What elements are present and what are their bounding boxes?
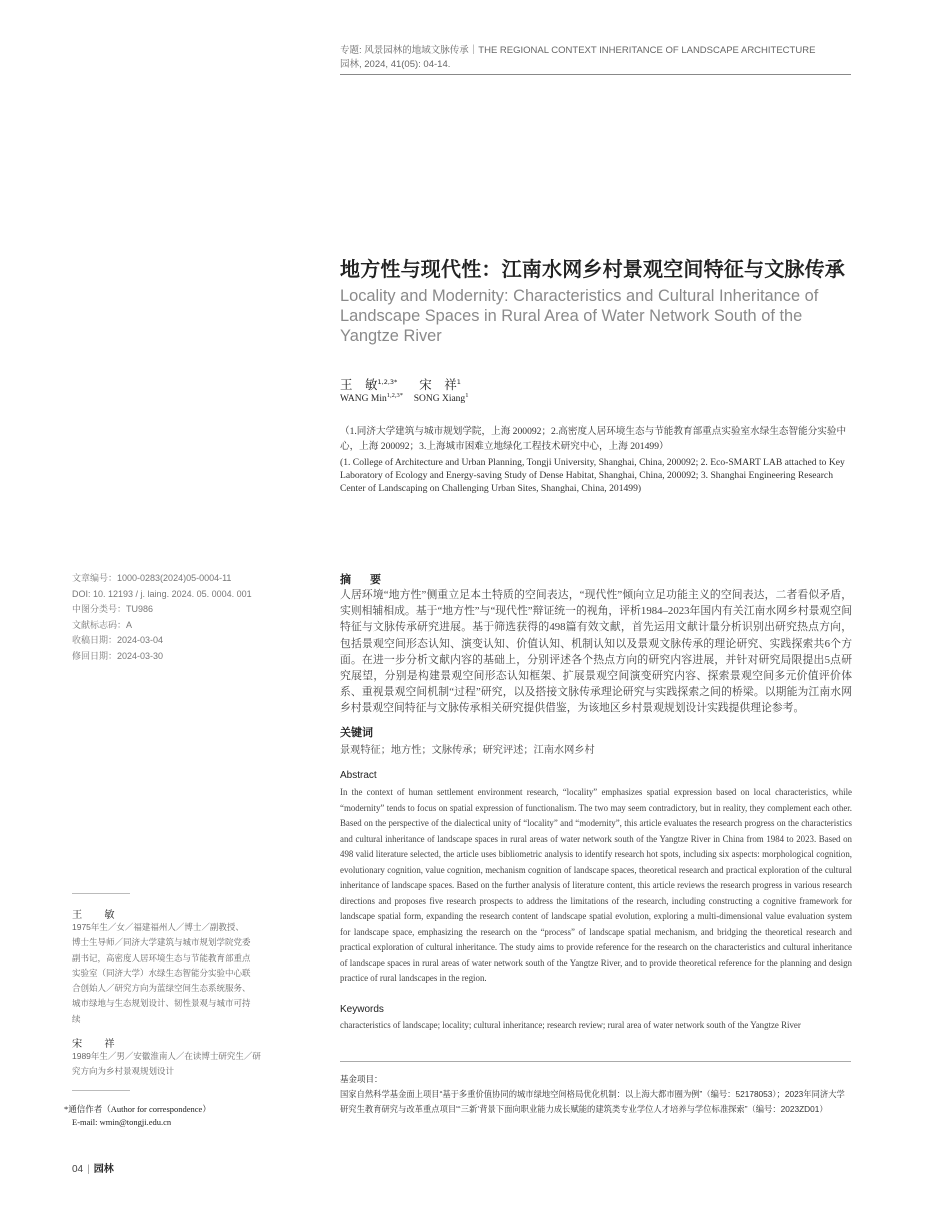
- keywords-en: characteristics of landscape; locality; cultural inheritance; research review; rural area of water network south of the Yangtze River: [340, 1020, 801, 1030]
- meta-classification: 中图分类号：TU986: [72, 604, 154, 614]
- abstract-cn-heading: 摘 要: [340, 573, 385, 586]
- article-metadata: [72, 571, 272, 664]
- correspondence-label: *通信作者（Author for correspondence）: [64, 1104, 211, 1114]
- funding-text: 国家自然科学基金面上项目“基于多重价值协同的城市绿地空间格局优化机制：以上海大都市圈为例”（编号：52178053）；2023年同济大学研究生教育研究与改革重点项目“‘三新’背景下面向职业能力成长赋能的建筑类专业学位人才培养与学位标准探索”（编号：2023ZD01）: [340, 1089, 845, 1114]
- meta-doi: DOI: 10. 12193 / j. laing. 2024. 05. 0004. 001: [72, 588, 252, 599]
- bio-2-name: 宋 祥: [72, 1039, 121, 1050]
- title-chinese: 地方性与现代性：江南水网乡村景观空间特征与文脉传承: [340, 257, 845, 281]
- keywords-cn-heading: 关键词: [340, 726, 373, 739]
- header-topic: 专题: 风景园林的地域文脉传承｜THE REGIONAL CONTEXT INHERITANCE OF LANDSCAPE ARCHITECTURE: [340, 45, 816, 56]
- abstract-en-heading: Abstract: [340, 770, 377, 781]
- header-citation: 园林, 2024, 41(05): 04-14.: [340, 59, 451, 70]
- title-english: Locality and Modernity: Characteristics and Cultural Inheritance of Landscape Spaces in Rural Area of Water Network South of the Yangtze River: [340, 287, 819, 345]
- running-header: [340, 44, 851, 72]
- bio-1-text: 1975年生／女／福建福州人／博士／副教授、博士生导师／同济大学建筑与城市规划学院党委副书记，高密度人居环境生态与节能教育部重点实验室（同济大学）水绿生态智能分实验中心联合创始人／研究方向为蓝绿空间生态系统服务、城市绿地与生态规划设计、韧性景观与城市可持续: [72, 922, 251, 1024]
- correspondence-divider: [72, 1090, 130, 1091]
- abstract-en-body: In the context of human settlement environment research, “locality” emphasizes spatial expression based on local characteristics, while “modernity” tends to focus on spatial expression of functionalism. The two may seem contradictory, but in reality, they complement each other. Based on the perspective of the dialectical unity of “locality” and “modernity”, this article evaluates the research progress on the characteristics and cultural inheritance of landscape spaces in rural areas of water network south of the Yangtze River in China from 1984 to 2023. Based on 498 valid literature selected, the article uses bibliometric analysis to identify research hot spots, including six aspects: morphological cognition, evolutionary cognition, value cognition, mechanism cognition of landscape spaces, theoretical research and practical exploration of the cultural inheritance of landscape spaces. Based on the further analysis of literature content, this article reviews the research progress in various research directions and proposes five research prospects to address the limitations of the research, including constructing a cognitive framework for landscape spatial form, expanding the research content of landscape spatial evolution, exploring a multi-dimensional value evaluation system for landscape space, emphasizing the research on the “process” of landscape spatial mechanism, and bridging the theoretical research and practical exploration of cultural inheritance. The study aims to provide reference for the research on the characteristics and cultural inheritance of landscape spaces in rural areas of water network south of the Yangtze River, and to provide theoretical reference for the planning and design practice of rural landscapes in the region.: [340, 787, 852, 983]
- meta-revised-date: 修回日期：2024-03-30: [72, 650, 164, 661]
- keywords-cn: 景观特征；地方性；文脉传承；研究评述；江南水网乡村: [340, 745, 595, 756]
- authors-chinese: [340, 375, 461, 393]
- author-1-name: 王 敏: [340, 377, 378, 392]
- bio-2-text: 1989年生／男／安徽淮南人／在读博士研究生／研究方向为乡村景观规划设计: [72, 1051, 261, 1077]
- journal-logo: 园林: [93, 1164, 114, 1175]
- funding-label: 基金项目：: [340, 1074, 383, 1084]
- author-1-name-en: WANG Min: [340, 394, 387, 405]
- meta-received-date: 收稿日期：2024-03-04: [72, 635, 164, 645]
- meta-article-number: 文章编号：1000-0283(2024)05-0004-11: [72, 573, 232, 583]
- bio-divider: [72, 893, 130, 894]
- affiliations-chinese: （1.同济大学建筑与城市规划学院，上海 200092；2.高密度人居环境生态与节能教育部重点实验室水绿生态智能分实验中心，上海 200092；3.上海城市困难立地绿化工程技术研究中心，上海 201499）: [340, 426, 847, 452]
- affiliations-english: (1. College of Architecture and Urban Planning, Tongji University, Shanghai, China, 200092; 2. Eco-SMART LAB attached to Key Laboratory of Ecology and Energy-saving Study of Dense Habitat, Shanghai, China, 200092; 3. Shanghai Engineering Research Center of Landscaping on Challenging Urban Sites, Shanghai, China, 201499): [340, 457, 845, 494]
- header-rule: [340, 74, 851, 75]
- page-footer: [72, 1160, 114, 1175]
- author-1-affiliation-mark-en: 1,2,3*: [386, 392, 403, 399]
- abstract-cn-body: 人居环境“地方性”侧重立足本土特质的空间表达，“现代性”倾向立足功能主义的空间表达，二者看似矛盾，实则相辅相成。基于“地方性”与“现代性”辩证统一的视角，评析1984–2023年国内有关江南水网乡村景观空间特征与文脉传承研究进展。基于筛选获得的498篇有效文献，首先运用文献计量分析识别出研究热点方向，包括景观空间形态认知、演变认知、价值认知、机制认知以及景观文脉传承的理论研究、实践探索共6个方面。在进一步分析文献内容的基础上，分别评述各个热点方向的研究内容进展，并针对研究局限提出5点研究展望，分别是构建景观空间形态认知框架、扩展景观空间演变研究内容、探索景观空间多元价值评价体系、重视景观空间机制“过程”研究，以及搭接文脉传承理论研究与实践探索之间的桥梁。以期能为江南水网乡村景观空间特征与文脉传承相关研究提供借鉴，为该地区乡村景观规划设计实践提供理论参考。: [340, 589, 852, 715]
- footer-separator: |: [87, 1164, 90, 1175]
- author-1-affiliation-mark: 1,2,3*: [377, 377, 398, 386]
- author-2-affiliation-mark: 1: [456, 377, 461, 386]
- keywords-en-heading: Keywords: [340, 1004, 384, 1015]
- correspondence-email[interactable]: E-mail: wmin@tongji.edu.cn: [72, 1117, 172, 1127]
- authors-english: [340, 392, 468, 404]
- bio-1-name: 王 敏: [72, 910, 121, 921]
- author-2-name: 宋 祥: [419, 377, 457, 392]
- funding-divider: [340, 1061, 851, 1062]
- author-2-name-en: SONG Xiang: [413, 394, 466, 405]
- page-number: 04: [72, 1164, 84, 1175]
- meta-document-code: 文献标志码：A: [72, 619, 133, 630]
- author-2-affiliation-mark-en: 1: [465, 392, 469, 399]
